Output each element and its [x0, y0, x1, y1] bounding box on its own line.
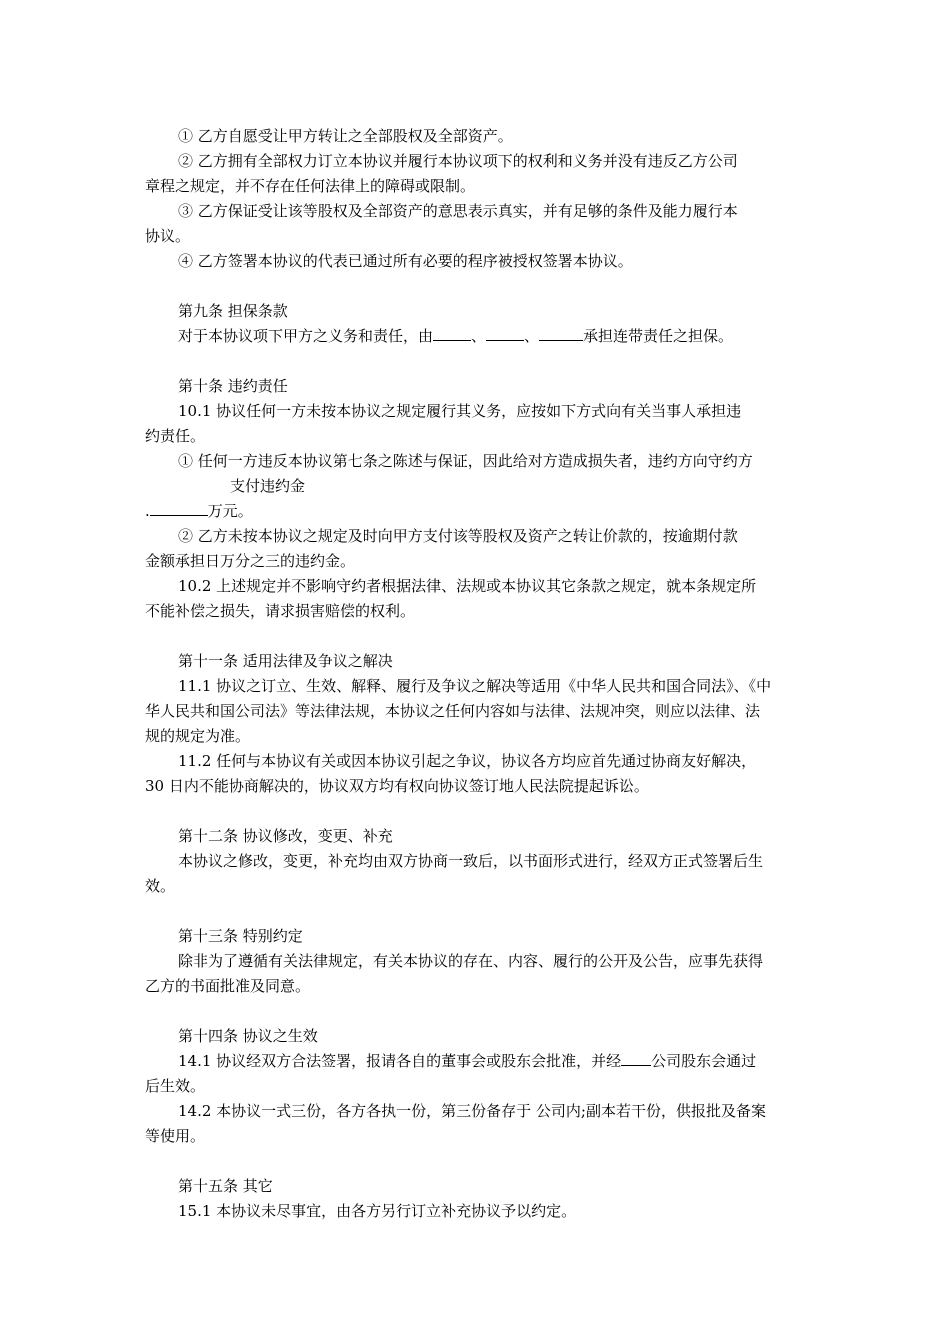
paragraph-gap: [145, 349, 815, 374]
text-line: 不能补偿之损失，请求损害赔偿的权利。: [145, 602, 416, 620]
article-heading: 第九条 担保条款: [178, 302, 288, 320]
text-line: 章程之规定，并不存在任何法律上的障碍或限制。: [145, 177, 476, 195]
text-segment: .: [145, 502, 150, 520]
text-segment: 公司股东会通过: [651, 1052, 757, 1070]
text-line: ① 任何一方违反本协议第七条之陈述与保证，因此给对方造成损失者，违约方向守约方: [178, 452, 753, 470]
text-line: 15.1 本协议未尽事宜，由各方另行订立补充协议予以约定。: [178, 1202, 577, 1220]
text-line: ② 乙方拥有全部权力订立本协议并履行本协议项下的权利和义务并没有违反乙方公司: [178, 152, 738, 170]
text-line: 14.2 本协议一式三份，各方各执一份，第三份备存于 公司内;副本若干份，供报批及备案: [178, 1102, 766, 1120]
paragraph-gap: [145, 274, 815, 299]
document-page: [145, 124, 815, 1224]
text-segment: 对于本协议项下甲方之义务和责任，由: [178, 327, 434, 345]
fill-in-blank[interactable]: [486, 325, 524, 341]
article-heading: 第十条 违约责任: [178, 377, 288, 395]
article-heading: 第十一条 适用法律及争议之解决: [178, 652, 393, 670]
text-line: 10.2 上述规定并不影响守约者根据法律、法规或本协议其它条款之规定，就本条规定所: [178, 577, 757, 595]
paragraph-gap: [145, 899, 815, 924]
paragraph-gap: [145, 1149, 815, 1174]
article-heading: 第十三条 特别约定: [178, 927, 303, 945]
text-line: 约责任。: [145, 427, 206, 445]
text-segment: 14.1 协议经双方合法签署，报请各自的董事会或股东会批准，并经: [178, 1052, 622, 1070]
text-line: 乙方的书面批准及同意。: [145, 977, 311, 995]
text-line: [145, 499, 815, 524]
text-line: 效。: [145, 877, 176, 895]
text-segment: 承担连带责任之担保。: [583, 327, 734, 345]
text-line: [145, 324, 815, 349]
text-line: 华人民共和国公司法》等法律法规，本协议之任何内容如与法律、法规冲突，则应以法律、法: [145, 702, 761, 720]
text-segment: 、: [471, 327, 487, 345]
paragraph-gap: [145, 624, 815, 649]
text-line: [145, 1049, 815, 1074]
text-line: ③ 乙方保证受让该等股权及全部资产的意思表示真实，并有足够的条件及能力履行本: [178, 202, 738, 220]
text-line: ② 乙方未按本协议之规定及时向甲方支付该等股权及资产之转让价款的，按逾期付款: [178, 527, 738, 545]
text-segment: 、: [524, 327, 540, 345]
paragraph-gap: [145, 999, 815, 1024]
text-line: 除非为了遵循有关法律规定，有关本协议的存在、内容、履行的公开及公告，应事先获得: [178, 952, 764, 970]
fill-in-blank[interactable]: [150, 500, 208, 516]
text-line: 协议。: [145, 227, 191, 245]
fill-in-blank[interactable]: [621, 1050, 651, 1066]
text-line: 11.1 协议之订立、生效、解释、履行及争议之解决等适用《中华人民共和国合同法》、《中: [178, 677, 772, 695]
article-heading: 第十二条 协议修改，变更、补充: [178, 827, 393, 845]
text-line: 10.1 协议任何一方未按本协议之规定履行其义务，应按如下方式向有关当事人承担违: [178, 402, 742, 420]
fill-in-blank[interactable]: [433, 325, 471, 341]
text-line: 等使用。: [145, 1127, 206, 1145]
article-heading: 第十四条 协议之生效: [178, 1027, 318, 1045]
fill-in-blank[interactable]: [539, 325, 583, 341]
text-line: 本协议之修改，变更，补充均由双方协商一致后，以书面形式进行，经双方正式签署后生: [178, 852, 764, 870]
article-heading: 第十五条 其它: [178, 1177, 273, 1195]
text-segment: 万元。: [207, 502, 253, 520]
text-line: 规的规定为准。: [145, 727, 251, 745]
text-line: 11.2 任何与本协议有关或因本协议引起之争议，协议各方均应首先通过协商友好解决，: [178, 752, 757, 770]
text-line: ④ 乙方签署本协议的代表已通过所有必要的程序被授权签署本协议。: [178, 252, 633, 270]
text-line: ① 乙方自愿受让甲方转让之全部股权及全部资产。: [178, 127, 513, 145]
text-line: 支付违约金: [230, 477, 306, 495]
paragraph-gap: [145, 799, 815, 824]
text-line: 30 日内不能协商解决的，协议双方均有权向协议签订地人民法院提起诉讼。: [145, 777, 649, 795]
text-line: 金额承担日万分之三的违约金。: [145, 552, 356, 570]
text-line: 后生效。: [145, 1077, 206, 1095]
